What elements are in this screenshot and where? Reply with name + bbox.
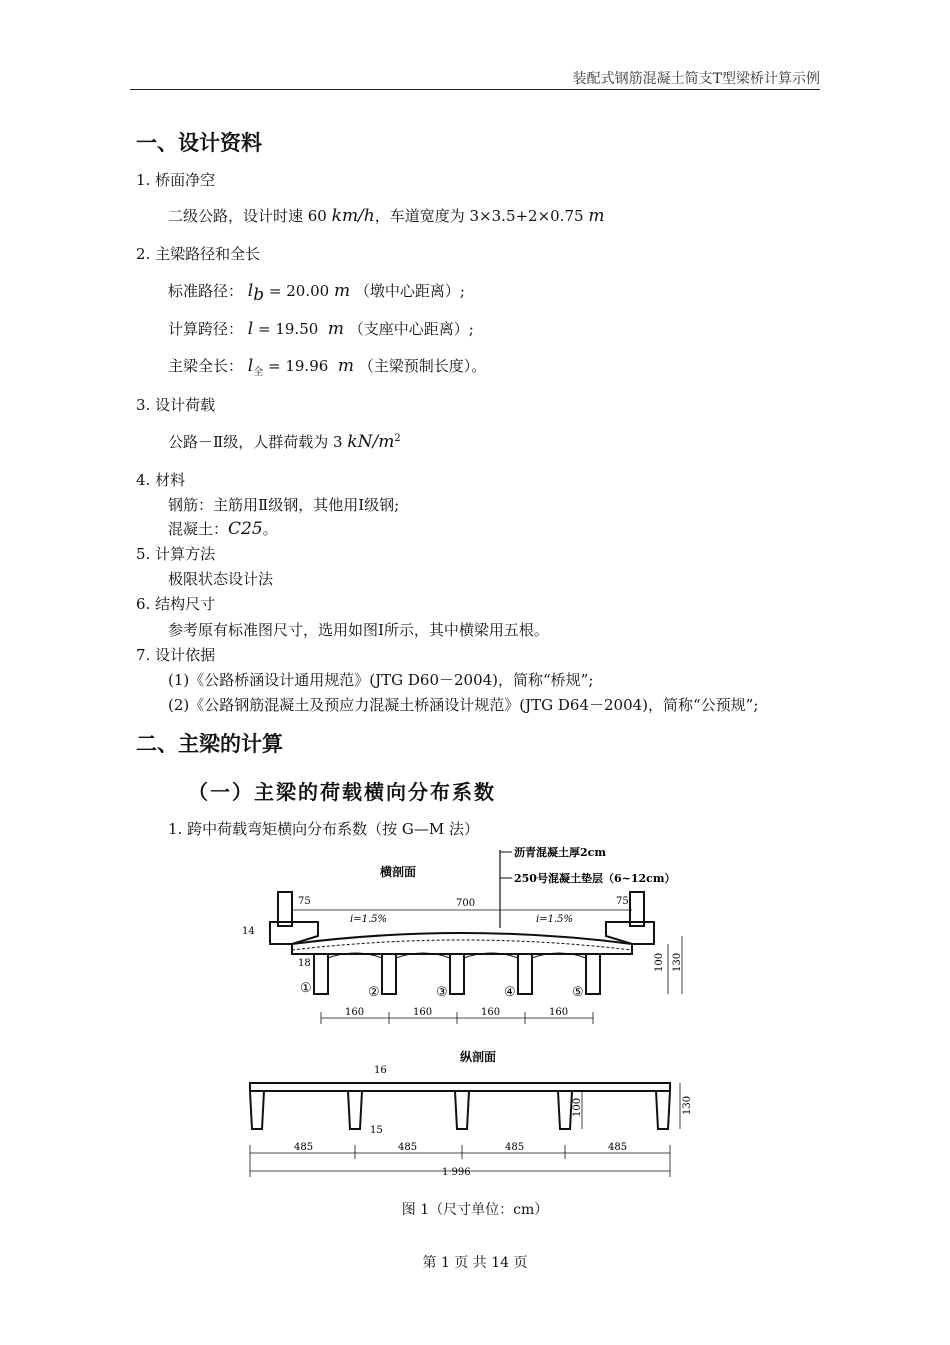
- item-1-text: [168, 205, 604, 226]
- dim-long-100: 100: [572, 1097, 583, 1117]
- item-1-text-b: ，车道宽度为 3×3.5+2×0.75: [374, 207, 584, 225]
- design-load-sup: 2: [394, 433, 401, 444]
- bay-2: 485: [398, 1142, 418, 1153]
- dim-100: 100: [654, 952, 665, 972]
- long-section-title: 纵剖面: [460, 1050, 497, 1064]
- page-footer: 第 1 页 共 14 页: [422, 1255, 528, 1271]
- spacing-2: 160: [413, 1007, 433, 1018]
- item-2-label: 2. 主梁路径和全长: [136, 245, 261, 263]
- design-load-text: 公路－Ⅱ级，人群荷载为 3: [168, 433, 343, 451]
- concrete-end: 。: [262, 520, 278, 538]
- girder-5-label: ⑤: [572, 985, 584, 1000]
- reference-1: (1)《公路桥涵设计通用规范》(JTG D60－2004)，简称“桥规”;: [168, 671, 594, 689]
- total-length-sub: 全: [253, 367, 264, 378]
- section-2-title: 二、主梁的计算: [136, 732, 283, 756]
- spacing-1: 160: [345, 1007, 365, 1018]
- running-header: 装配式钢筋混凝土简支T型梁桥计算示例: [572, 71, 820, 87]
- concrete-label: 混凝土：: [168, 520, 229, 538]
- dim-left-75: 75: [298, 896, 311, 907]
- dim-16: 16: [374, 1065, 387, 1076]
- cushion-note: 250号混凝土垫层（6~12cm）: [514, 872, 676, 885]
- design-load-line: [168, 431, 401, 452]
- item-5-label: 5. 计算方法: [136, 545, 216, 563]
- bay-1: 485: [294, 1142, 314, 1153]
- concrete-line: [168, 518, 278, 539]
- item-6-text: 参考原有标准图尺寸，选用如图Ⅰ所示，其中横梁用五根。: [168, 621, 549, 639]
- total-length-symbol: l: [247, 356, 254, 376]
- item-1-text-a: 二级公路，设计时速 60: [168, 207, 327, 225]
- cross-section-figure: [230, 840, 700, 1040]
- item-1-speed-unit: km/h: [331, 206, 375, 226]
- bay-3: 485: [505, 1142, 525, 1153]
- section-1-title: 一、设计资料: [136, 131, 262, 155]
- total-length-value: = 19.96: [263, 357, 329, 375]
- standard-span-unit: m: [333, 281, 351, 301]
- calc-span-symbol: l: [247, 319, 254, 339]
- subsection-item-1: 1. 跨中荷载弯矩横向分布系数（按 G—M 法）: [168, 820, 479, 838]
- item-6-label: 6. 结构尺寸: [136, 595, 216, 613]
- bay-4: 485: [608, 1142, 628, 1153]
- item-1-label: 1. 桥面净空: [136, 171, 216, 189]
- dim-18: 18: [298, 958, 311, 969]
- girder-3-label: ③: [436, 985, 448, 1000]
- slope-left: i=1.5%: [350, 914, 387, 925]
- total-length-note: （主梁预制长度）。: [358, 357, 487, 375]
- design-load-unit: kN/m: [347, 432, 395, 452]
- total-length-unit: m: [337, 356, 354, 376]
- header-rule: [130, 89, 820, 90]
- dim-long-130: 130: [682, 1095, 693, 1115]
- dim-130: 130: [672, 952, 683, 972]
- asphalt-note: 沥青混凝土厚2cm: [514, 846, 606, 859]
- girder-1-label: ①: [300, 981, 312, 996]
- dim-right-75: 75: [616, 896, 629, 907]
- cross-section-title: 横剖面: [380, 865, 417, 879]
- item-4-label: 4. 材料: [136, 471, 186, 489]
- concrete-grade: C25: [228, 519, 263, 539]
- figure-caption: 图 1（尺寸单位：cm）: [401, 1202, 549, 1218]
- item-5-text: 极限状态设计法: [168, 570, 274, 588]
- calc-span-note: （支座中心距离）;: [348, 320, 474, 338]
- rebar-line: 钢筋：主筋用Ⅱ级钢，其他用Ⅰ级钢;: [168, 496, 400, 514]
- dim-15: 15: [370, 1125, 383, 1136]
- standard-span-label: 标准路径：: [168, 282, 244, 300]
- item-7-label: 7. 设计依据: [136, 646, 216, 664]
- total-length-label: 主梁全长：: [168, 357, 244, 375]
- standard-span-sub: b: [253, 285, 265, 305]
- longitudinal-section-figure: [230, 1045, 700, 1185]
- total-length-line: [168, 355, 486, 378]
- dim-14: 14: [242, 926, 255, 937]
- standard-span-note: （墩中心距离）;: [354, 282, 465, 300]
- spacing-4: 160: [549, 1007, 569, 1018]
- spacing-3: 160: [481, 1007, 501, 1018]
- total-length-dim: 1 996: [442, 1167, 471, 1178]
- standard-span-symbol: l: [247, 281, 254, 301]
- item-1-width-unit: m: [588, 206, 605, 226]
- calc-span-value: = 19.50: [253, 320, 319, 338]
- calc-span-line: [168, 318, 474, 339]
- calc-span-unit: m: [327, 319, 344, 339]
- reference-2: (2)《公路钢筋混凝土及预应力混凝土桥涵设计规范》(JTG D64－2004)，简称“公预规”;: [168, 696, 759, 714]
- dim-700: 700: [456, 898, 476, 909]
- standard-span-value: = 20.00: [264, 282, 330, 300]
- girder-2-label: ②: [368, 985, 380, 1000]
- calc-span-label: 计算跨径：: [168, 320, 244, 338]
- subsection-title: （一）主梁的荷载横向分布系数: [188, 780, 496, 804]
- standard-span-line: [168, 280, 465, 305]
- item-3-label: 3. 设计荷载: [136, 396, 216, 414]
- girder-4-label: ④: [504, 985, 516, 1000]
- slope-right: i=1.5%: [536, 914, 573, 925]
